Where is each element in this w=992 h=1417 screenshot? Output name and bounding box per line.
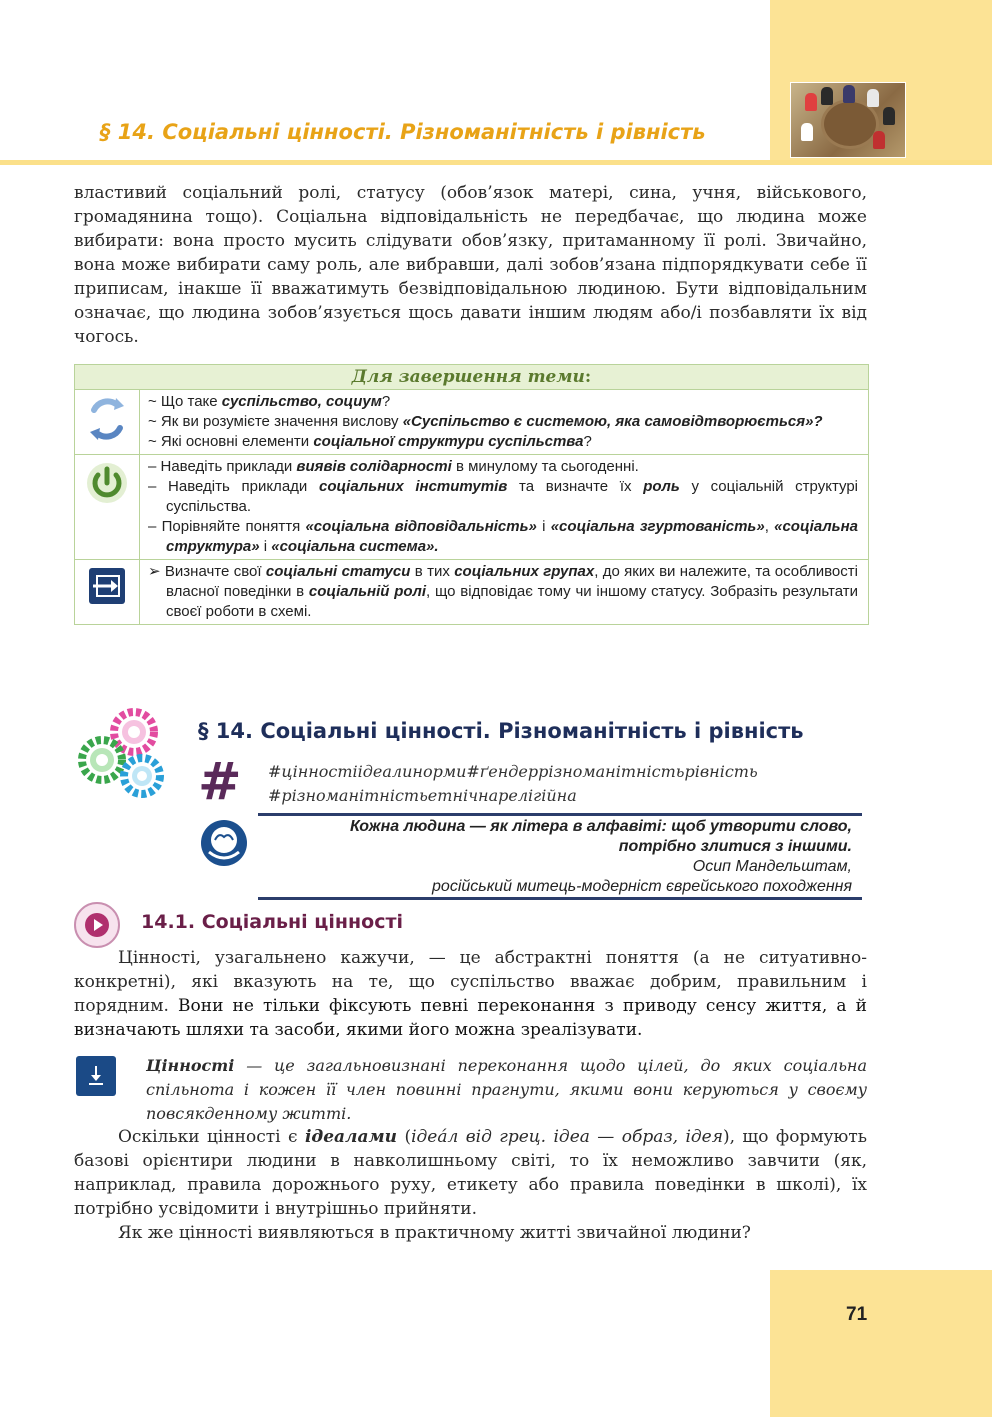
login-arrow-icon [75, 560, 140, 624]
page-number: 71 [846, 1304, 868, 1325]
task-2: – Наведіть приклади соціальних інститутів та визначте їх роль у соціальній структурі суспільства. [148, 478, 858, 515]
question-1: ~ Що таке суспільство, социум? [148, 393, 391, 410]
photo-person [843, 85, 855, 103]
photo-person [821, 87, 833, 105]
side-decor-bottom [770, 1270, 992, 1417]
power-icon [75, 455, 140, 559]
review-heading-colon: : [584, 367, 592, 387]
review-row-questions [75, 390, 868, 455]
photo-person [867, 89, 879, 107]
epigraph-quote [258, 817, 852, 897]
project-task: ➢ Визначте свої соціальні статуси в тих соціальних групах, до яких ви належите, та особливості власної поведінки в соціальній ролі, що відповідає тому чи іншому статусу. Зобразіть результати своєї роботи в схемі. [148, 563, 858, 620]
review-row-project [75, 560, 868, 624]
subsection-body [74, 946, 867, 1042]
paragraph: Цінності, узагальнено кажучи, — це абстрактні поняття (а не ситуативно-конкретні), які вказують на те, що суспільство вважає добрим, правильним і порядним. Вони не тільки фіксують певні переконання з приводу сенсу життя, а й визначають шляхи та засоби, якими його можна зреалізувати. [74, 948, 867, 1040]
photo-person [801, 123, 813, 141]
quote-rule-top [258, 813, 862, 816]
task-3: – Порівняйте поняття «соціальна відповідальність» і «соціальна згуртованість», «соціальна структура» і «соціальна система». [148, 518, 858, 555]
review-table-heading [75, 365, 868, 390]
refresh-arrows-icon [75, 390, 140, 454]
quote-line: Кожна людина — як літера в алфавіті: щоб утворити слово, [350, 818, 852, 835]
quote-author: Осип Мандельштам, [692, 858, 852, 875]
hashtag-icon: # [198, 752, 242, 812]
subsection-body-2 [74, 1125, 867, 1245]
brain-head-icon [199, 818, 249, 868]
paragraph: Оскільки цінності є ідеалами (ідеа́л від грец. ідеа — образ, ідея), що формують базові орієнтири людини в навколишньому світі, то їх неможливо завчити (як, наприклад, правила дорожнього руху, етикету або правила поведінки в школі), їх потрібно усвідомити і внутрішньо прийняти. [74, 1127, 868, 1219]
download-icon [76, 1056, 116, 1096]
question-3: ~ Які основні елементи соціальної структури суспільства? [148, 433, 592, 450]
definition-text: — це загальновизнані переконання щодо цілей, до яких соціальна спільнота і кожен її член повинні прагнути, якими вони керуються у своєму повсякденному житті. [146, 1056, 867, 1123]
hashtags [268, 760, 758, 808]
header-photo [790, 82, 906, 158]
review-heading-text: Для завершення теми [351, 367, 585, 387]
paragraph: Як же цінності виявляються в практичному житті звичайної людини? [118, 1223, 751, 1243]
gears-icon [76, 706, 172, 802]
quote-line: потрібно злитися з іншими. [618, 838, 852, 855]
question-2: ~ Як ви розумієте значення вислову «Суспільство є системою, яка самовідтворюється»? [148, 413, 823, 430]
hashtags-line: #цінностіідеалинорми#ґендеррізноманітністьрівність [268, 762, 758, 781]
definition-term: Цінності [146, 1056, 235, 1075]
task-1: – Наведіть приклади виявів солідарності в минулому та сьогоденні. [148, 458, 639, 475]
photo-person [805, 93, 817, 111]
review-table [74, 364, 869, 625]
review-row-tasks [75, 455, 868, 560]
intro-paragraph: властивий соціальний ролі, статусу (обов’язок матері, сина, учня, військового, громадянина тощо). Соціальна відповідальність не передбачає, що людина може вибирати: вона просто мусить слідувати обов’язку, притаманному її ролі. Звичайно, вона може вибирати саму роль, але вибравши, далі зобов’язана підпорядкувати себе її приписам, інакше її вважатимуть безвідповідальною людиною. Бути відповідальним означає, що людина зобов’язується щось давати іншим людям або/і позбавляти їх від чогось. [74, 183, 867, 347]
definition [146, 1054, 867, 1126]
quote-rule-bottom [258, 897, 862, 900]
quote-author-desc: російський митець-модерніст єврейського походження [432, 878, 852, 895]
hashtags-line: #різноманітністьетнічнарелігійна [268, 786, 577, 805]
header-band [0, 160, 992, 165]
subsection-title: 14.1. Соціальні цінності [141, 911, 404, 933]
page-header-title: § 14. Соціальні цінності. Різноманітність і рівність [100, 120, 706, 144]
photo-person [873, 131, 885, 149]
photo-person [883, 107, 895, 125]
play-icon [74, 902, 120, 948]
section-title: § 14. Соціальні цінності. Різноманітність і рівність [198, 719, 804, 743]
